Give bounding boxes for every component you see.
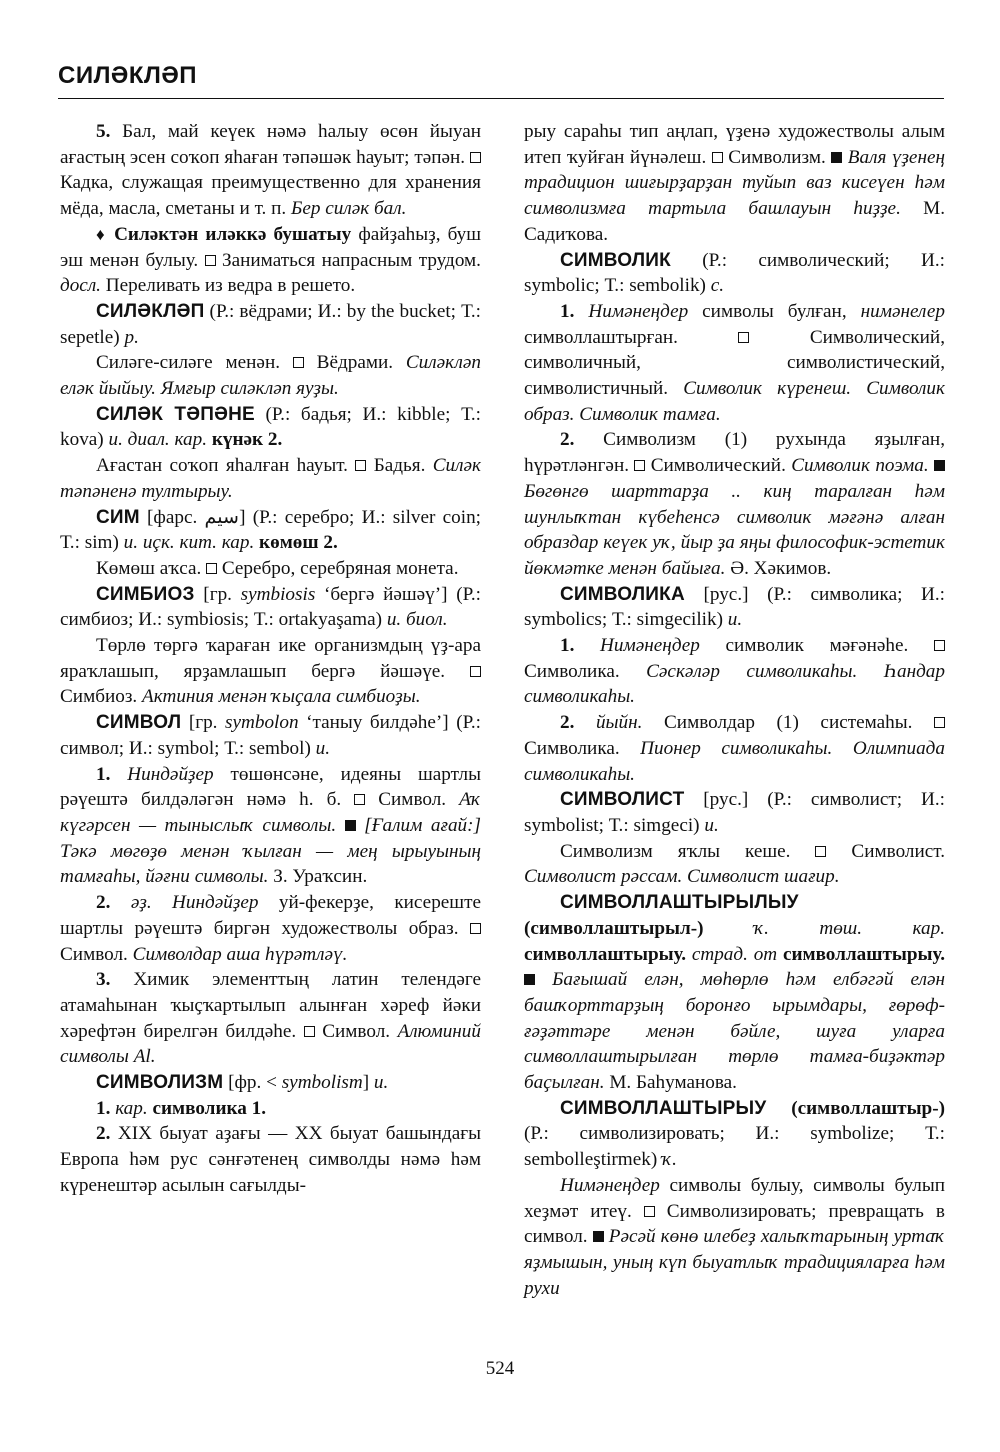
entry-sense: 1. Ниндәйҙер төшөнсәне, идеяны шартлы рәүештә билдәләгән нәмә һ. б. Символ. Аҡ күгәрсен — тыныслыҡ символы. [Ғалим ағай:] Тәкә мөгөҙө менән ҡылған — мең ырыуының тамғаһы, йәғни символы. З. Ураҡсин. [60, 763, 481, 888]
white-square-icon [304, 1026, 315, 1037]
black-square-icon [345, 820, 356, 831]
diamond-icon: ♦ [96, 224, 107, 244]
white-square-icon [470, 923, 481, 934]
white-square-icon [293, 357, 304, 368]
headword: СИЛӘК ТӘПӘНЕ [96, 403, 255, 425]
black-square-icon [593, 1231, 604, 1242]
entry-sense: рыу сараһы тип аңлап, үҙенә художестволы алым итеп ҡуйған йүнәлеш. Символизм. Валя үҙенең традицион шиғырҙарҙан туйып ваз кисеүен һәм символизмға тартыла башлауын һиҙҙе. М. Садиҡова. [524, 121, 946, 245]
dictionary-entry: СИМВОЛ [гр. symbolon ‘таныу билдәһе’] (Р.: символ; И.: symbol; Т.: sembol) и. [60, 712, 481, 759]
black-square-icon [524, 974, 535, 985]
entry-sense: 1. кар. символика 1. [96, 1097, 267, 1119]
dictionary-entry: СИМВОЛИЗМ [фр. < symbolism] и. [96, 1072, 389, 1094]
white-square-icon [934, 640, 945, 651]
idiom: ♦ Силәктән иләккә бушатыу файҙаһыҙ, буш эш менән булыу. Заниматься напрасным трудом. досл. Переливать из ведра в решето. [60, 223, 481, 297]
headword: СИМВОЛЛАШТЫРЫУ [560, 1097, 767, 1119]
entry-sense: Символизм яҡлы кеше. Символист. Символист рәссам. Символист шағир. [524, 840, 946, 888]
dictionary-entry: СИЛӘК ТӘПӘНЕ (Р.: бадья; И.: kibble; Т.: kova) и. диал. кар. күнәк 2. [60, 403, 481, 451]
entry-sense: 2. Символизм (1) рухында яҙылған, һүрәтләнгән. Символический. Символик поэма. Бөгөнгө шарттарҙа .. киң таралған һәм шунлыҡтан күбеһенсә символик мәғәнә алған образдар кеүек уҡ, йыр ҙа яңы философик-эстетик йөкмәтке менән байыға. Ә. Хәкимов. [524, 429, 945, 579]
headword: СИМВОЛИК [560, 249, 671, 271]
entry-sense: 1. Нимәнеңдер символик мәғәнәһе. Символика. Сәскәләр символикаһы. Һандар символикаһы. [524, 635, 945, 708]
page-number: 524 [485, 1358, 515, 1379]
white-square-icon [644, 1206, 655, 1217]
dictionary-entry: СИМ [фарс. سیم] (Р.: серебро; И.: silver coin; Т.: sim) и. иçк. кит. кар. көмөш 2. [60, 506, 481, 554]
entry-sense: Нимәнеңдер символы булыу, символы булып хеҙмәт итеү. Символизировать; превращать в символ. Рәсәй көнө илебеҙ халыҡтарының уртаҡ яҙмышын, уның күп быуатлыҡ традицияларға һәм рухи [524, 1174, 945, 1299]
headword: СИМВОЛ [96, 712, 182, 734]
dictionary-entry: СИМВОЛИСТ [рус.] (Р.: символист; И.: symbolist; Т.: simgeci) и. [524, 789, 945, 836]
headword: СИМВОЛИЗМ [96, 1072, 224, 1094]
white-square-icon [354, 794, 365, 805]
white-square-icon [712, 152, 723, 163]
headword: СИМВОЛИСТ [560, 789, 685, 811]
entry-sense: 2. әҙ. Ниндәйҙер уй-фекерҙе, кисереште шартлы рәүештә биргән художестволы образ. Символ. Символдар аша һүрәтләү. [60, 892, 481, 965]
black-square-icon [934, 460, 945, 471]
header-rule [58, 98, 944, 99]
entry-sense: Ағастан соҡоп яһалған һауыт. Бадья. Силәк тәпәненә тултырыу. [60, 455, 481, 502]
entry-sense: 5. Бал, май кеүек нәмә һалыу өсөн йыуан ағастың эсен соҡоп яһаған тәпәшәк һауыт; тәпән. Кадка, служащая преимущественно для хранения мёда, масла, сметаны и т. п. Бер силәк бал. [60, 121, 481, 220]
entry-sense: Төрлө төргә ҡараған ике организмдың үҙ-ара яраҡлашып, ярҙамлашып бергә йәшәүе. Симбиоз. Актиния менән ҡыҫала симбиоҙы. [60, 635, 481, 708]
white-square-icon [815, 846, 826, 857]
entry-sense: 3. Химик элементтың латин телендәге атамаһынан ҡыҫҡартылып алынған хәреф йәки хәрефтән бирелгән билдәһе. Символ. Алюминий символы Al. [60, 969, 481, 1068]
running-head: СИЛӘКЛӘП [58, 62, 198, 89]
white-square-icon [206, 563, 217, 574]
entry-sense: Силәге-силәге менән. Вёдрами. Силәкләп еләк йыйыу. Ямғыр силәкләп яуҙы. [60, 352, 481, 400]
entry-sense: 1. Нимәнеңдер символы булған, нимәнелер символлаштырған. Символический, символичный, символистический, символистичный. Символик күренеш. Символик образ. Символик тамға. [524, 300, 945, 425]
black-square-icon [831, 152, 842, 163]
dictionary-entry: СИМВОЛЛАШТЫРЫУ (символлаштыр-) (Р.: символизировать; И.: symbolize; Т.: sembolleştirmek) ҡ. [524, 1097, 945, 1171]
dictionary-entry: СИМБИОЗ [гр. symbiosis ‘бергә йәшәү’] (Р.: симбиоз; И.: symbiosis; Т.: ortakyaşama) и. биол. [60, 583, 481, 631]
dictionary-entry: СИМВОЛИКА [рус.] (Р.: символика; И.: symbolics; Т.: simgecilik) и. [524, 583, 945, 631]
headword: СИЛӘКЛӘП [96, 300, 205, 322]
white-square-icon [355, 460, 366, 471]
headword: СИМВОЛИКА [560, 583, 685, 605]
headword: СИМВОЛЛАШТЫРЫЛЫУ [560, 892, 799, 914]
white-square-icon [205, 255, 216, 266]
white-square-icon [934, 717, 945, 728]
white-square-icon [634, 460, 645, 471]
entry-sense: 2. XIX быуат аҙағы — XX быуат башындағы Европа һәм рус сәнғәтенең символды нәмә һәм күренештәр асылын сағылды- [60, 1123, 481, 1196]
dictionary-entry: СИМВОЛИК (Р.: символический; И.: symbolic; Т.: sembolik) с. [524, 249, 945, 297]
entry-sense: Көмөш аҡса. Серебро, серебряная монета. [96, 557, 459, 579]
headword: СИМ [96, 506, 140, 528]
dictionary-entry: СИМВОЛЛАШТЫРЫЛЫУ (символлаштырыл-) ҡ. төш. кар. символлаштырыу. страд. от символлаштырыу. Бағышай елән, мөһөрлө һәм елбәгәй елән башҡорттарҙың боронғо ырымдары, ғөрөф-ғәҙәттәре менән бәйле, шуға уларға символлаштырылған төрлө тамға-биҙәктәр баҫылған. М. Баһуманова. [524, 892, 945, 1094]
entry-sense: 2. йыйн. Символдар (1) системаһы. Символика. Пионер символикаһы. Олимпиада символикаһы. [524, 712, 945, 785]
white-square-icon [470, 152, 481, 163]
right-column [524, 119, 945, 1301]
white-square-icon [470, 666, 481, 677]
headword: СИМБИОЗ [96, 583, 195, 605]
dictionary-entry: СИЛӘКЛӘП (Р.: вёдрами; И.: by the bucket; Т.: sepetle) р. [60, 300, 481, 348]
white-square-icon [738, 332, 749, 343]
left-column [60, 119, 481, 1199]
